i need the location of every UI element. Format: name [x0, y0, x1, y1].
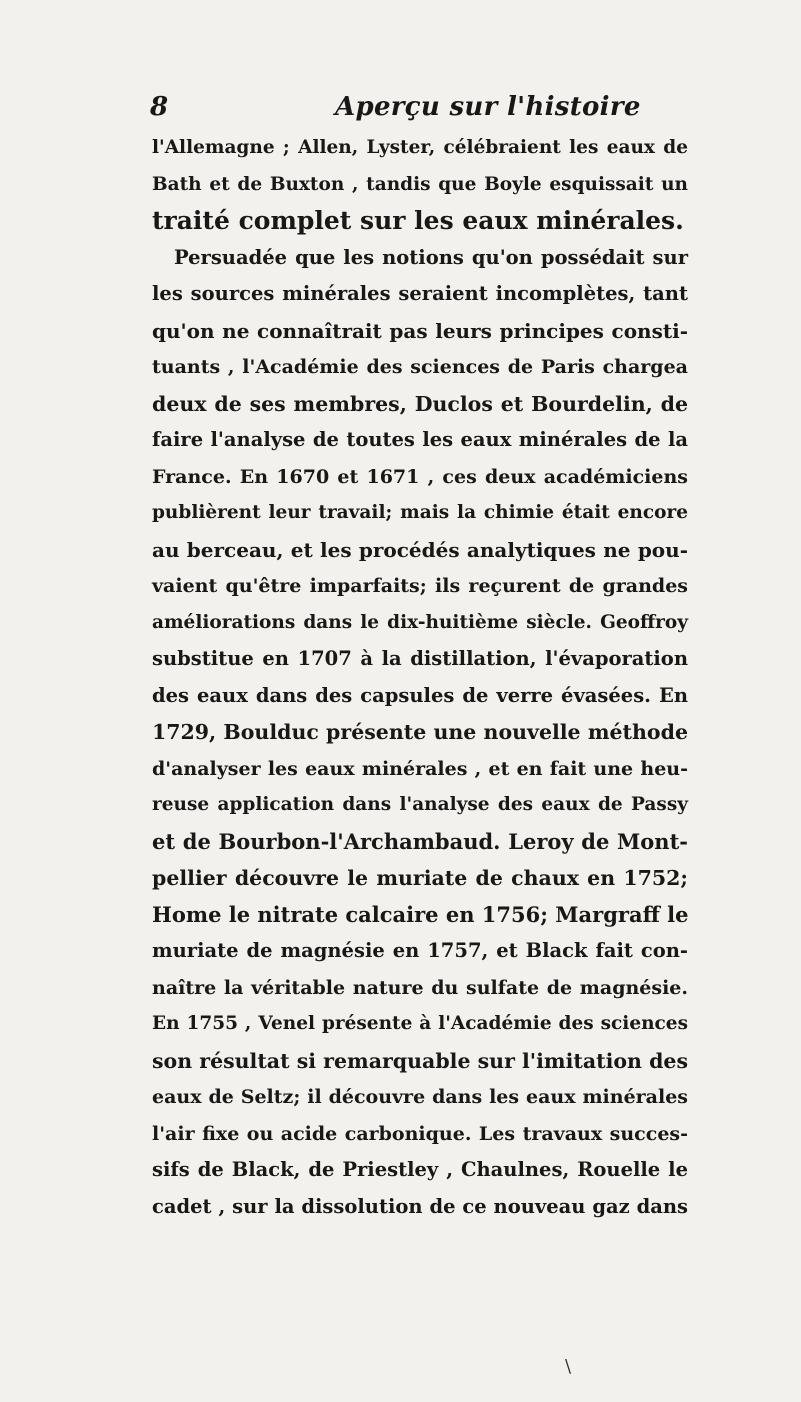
text-line: faire l'analyse de toutes les eaux minérales de la [152, 428, 688, 451]
text-line: d'analyser les eaux minérales , et en fait une heu- [152, 757, 688, 780]
text-line: cadet , sur la dissolution de ce nouveau gaz dans [152, 1194, 688, 1218]
stray-mark: \ [565, 1356, 572, 1377]
text-line: son résultat si remarquable sur l'imitation des [152, 1048, 688, 1073]
text-line: muriate de magnésie en 1757, et Black fait con- [152, 939, 688, 962]
text-line: substitue en 1707 à la distillation, l'évaporation [152, 647, 688, 670]
text-line: naître la véritable nature du sulfate de magnésie. [152, 976, 688, 999]
body-text [152, 130, 688, 1225]
text-line: reuse application dans l'analyse des eaux de Passy [152, 794, 688, 815]
text-line: 1729, Boulduc présente une nouvelle méthode [152, 720, 688, 744]
running-title: Aperçu sur l'histoire [335, 92, 641, 122]
text-line: France. En 1670 et 1671 , ces deux académiciens [152, 465, 688, 488]
page-number: 8 [150, 92, 169, 122]
text-line: pellier découvre le muriate de chaux en 1752; [152, 866, 688, 890]
text-line: et de Bourbon-l'Archambaud. Leroy de Mont- [152, 828, 688, 854]
text-line: des eaux dans des capsules de verre évasées. En [152, 683, 688, 707]
text-line: tuants , l'Académie des sciences de Paris chargea [152, 356, 688, 378]
text-line: améliorations dans le dix-huitième siècle. Geoffroy [152, 611, 688, 633]
text-line: les sources minérales seraient incomplètes, tant [152, 282, 688, 305]
text-line: Bath et de Buxton , tandis que Boyle esquissait un [152, 173, 688, 195]
text-line: publièrent leur travail; mais la chimie était encore [152, 502, 688, 523]
text-line: l'air fixe ou acide carbonique. Les travaux succes- [152, 1122, 688, 1145]
text-line: deux de ses membres, Duclos et Bourdelin, de [152, 391, 688, 416]
running-head [0, 92, 801, 132]
text-line: qu'on ne connaîtrait pas leurs principes consti- [152, 318, 688, 343]
text-line: eaux de Seltz; il découvre dans les eaux minérales [152, 1086, 688, 1108]
text-line: l'Allemagne ; Allen, Lyster, célébraient les eaux de [152, 137, 688, 158]
text-line: vaient qu'être imparfaits; ils reçurent de grandes [152, 575, 688, 597]
text-line: traité complet sur les eaux minérales. [152, 206, 684, 235]
text-line: au berceau, et les procédés analytiques ne pou- [152, 537, 688, 562]
text-line: Home le nitrate calcaire en 1756; Margraff le [152, 901, 689, 927]
text-line: Persuadée que les notions qu'on possédait sur [174, 245, 688, 269]
text-line: sifs de Black, de Priestley , Chaulnes, Rouelle le [152, 1158, 688, 1181]
text-line: En 1755 , Venel présente à l'Académie des sciences [152, 1013, 688, 1034]
